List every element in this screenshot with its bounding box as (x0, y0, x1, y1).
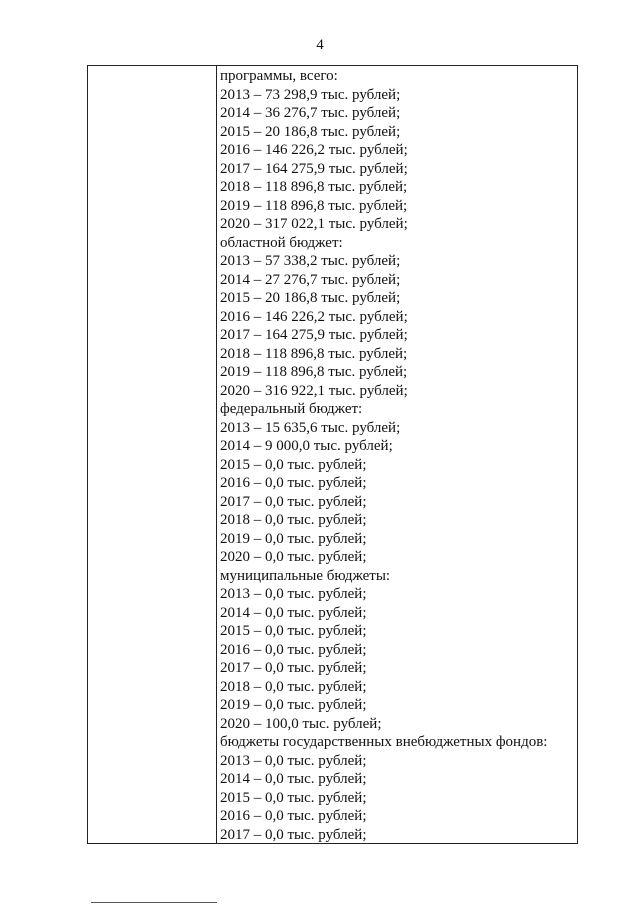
funding-line: 2013 – 0,0 тыс. рублей; (220, 586, 367, 602)
funding-line: 2019 – 0,0 тыс. рублей; (220, 530, 367, 547)
funding-line: 2016 – 146 226,2 тыс. рублей; (220, 308, 408, 325)
funding-table (87, 65, 578, 844)
funding-line: 2018 – 118 896,8 тыс. рублей; (220, 179, 408, 195)
funding-line: программы, всего: (220, 68, 338, 84)
funding-line: 2017 – 0,0 тыс. рублей; (220, 660, 367, 676)
funding-line: бюджеты государственных внебюджетных фондов: (220, 734, 548, 750)
funding-line: 2016 – 0,0 тыс. рублей; (220, 808, 367, 824)
funding-line: 2016 – 146 226,2 тыс. рублей; (220, 142, 408, 158)
funding-line: 2015 – 0,0 тыс. рублей; (220, 623, 367, 639)
funding-line: 2019 – 0,0 тыс. рублей; (220, 697, 367, 713)
funding-line: 2015 – 0,0 тыс. рублей; (220, 456, 367, 473)
funding-line: 2015 – 0,0 тыс. рублей; (220, 789, 367, 806)
funding-line: 2019 – 118 896,8 тыс. рублей; (220, 197, 408, 214)
funding-line: 2017 – 164 275,9 тыс. рублей; (220, 327, 408, 343)
funding-line: 2014 – 0,0 тыс. рублей; (220, 604, 367, 621)
funding-line: 2019 – 118 896,8 тыс. рублей; (220, 364, 408, 380)
funding-line: 2014 – 27 276,7 тыс. рублей; (220, 271, 401, 288)
funding-line: 2015 – 20 186,8 тыс. рублей; (220, 123, 401, 140)
funding-lines-list (220, 67, 573, 844)
funding-line: 2016 – 0,0 тыс. рублей; (220, 641, 367, 658)
funding-line: 2018 – 0,0 тыс. рублей; (220, 512, 367, 528)
footer-rule (91, 902, 217, 903)
funding-line: 2020 – 317 022,1 тыс. рублей; (220, 216, 408, 232)
column-divider (216, 66, 217, 843)
funding-line: 2013 – 57 338,2 тыс. рублей; (220, 253, 401, 269)
funding-line: федеральный бюджет: (220, 401, 363, 417)
funding-line: 2014 – 0,0 тыс. рублей; (220, 771, 367, 787)
funding-line: 2020 – 0,0 тыс. рублей; (220, 549, 367, 565)
funding-line: 2015 – 20 186,8 тыс. рублей; (220, 290, 401, 306)
funding-line: 2018 – 118 896,8 тыс. рублей; (220, 345, 408, 362)
funding-line: 2017 – 164 275,9 тыс. рублей; (220, 160, 408, 177)
funding-line: 2013 – 0,0 тыс. рублей; (220, 752, 367, 769)
funding-line: 2017 – 0,0 тыс. рублей; (220, 493, 367, 510)
funding-line: 2013 – 15 635,6 тыс. рублей; (220, 419, 401, 436)
funding-line: 2017 – 0,0 тыс. рублей; (220, 826, 367, 843)
funding-line: 2018 – 0,0 тыс. рублей; (220, 678, 367, 695)
funding-line: 2013 – 73 298,9 тыс. рублей; (220, 86, 401, 103)
page-number: 4 (316, 37, 324, 53)
funding-line: 2020 – 100,0 тыс. рублей; (220, 715, 382, 732)
funding-line: муниципальные бюджеты: (220, 567, 391, 584)
funding-line: областной бюджет: (220, 234, 343, 251)
funding-line: 2020 – 316 922,1 тыс. рублей; (220, 382, 408, 399)
funding-line: 2016 – 0,0 тыс. рублей; (220, 475, 367, 491)
funding-line: 2014 – 36 276,7 тыс. рублей; (220, 105, 401, 121)
funding-line: 2014 – 9 000,0 тыс. рублей; (220, 438, 393, 454)
